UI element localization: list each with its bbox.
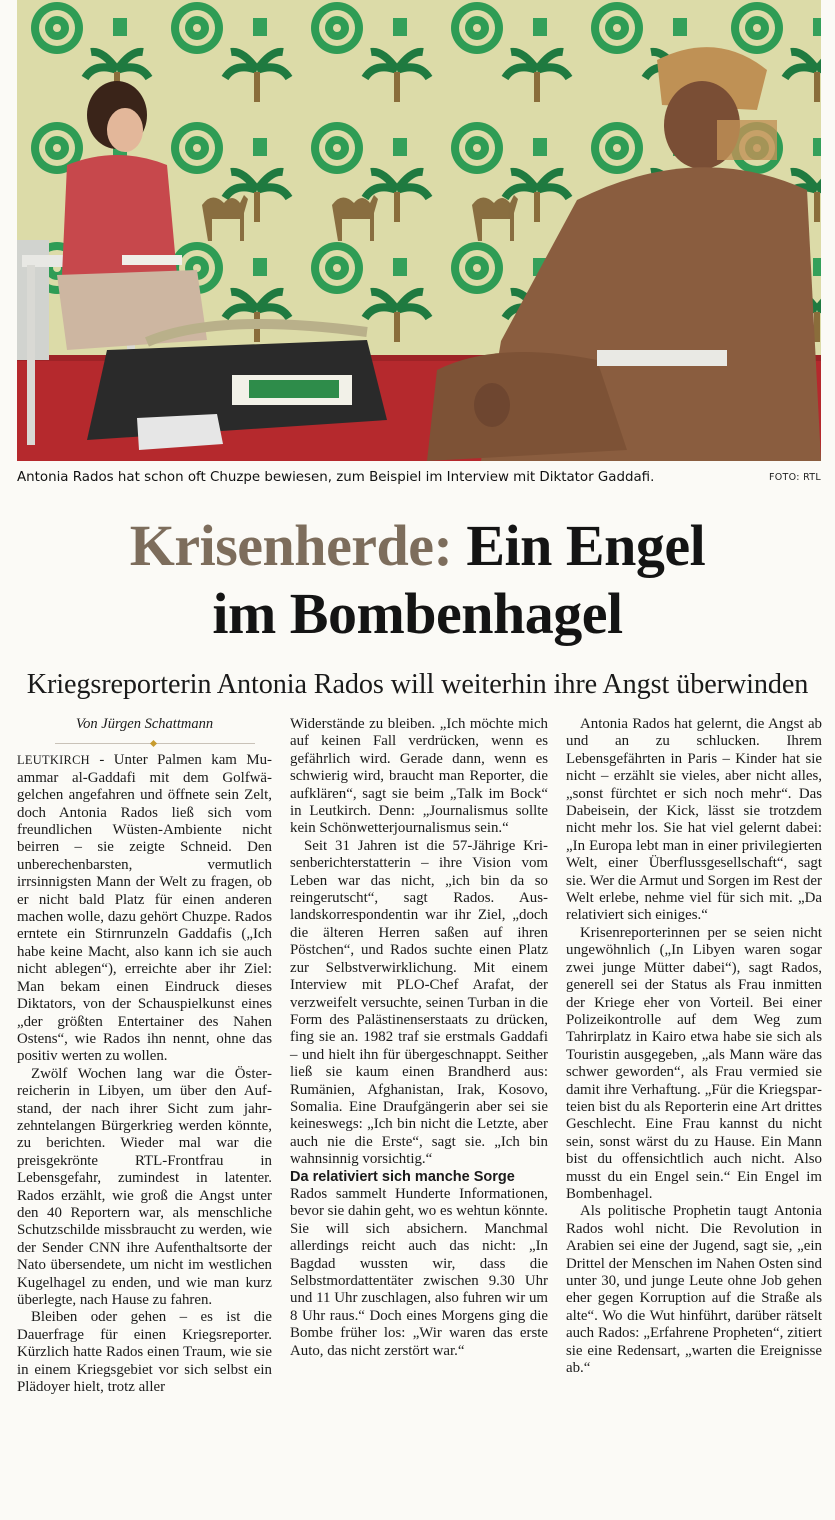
byline: Von Jürgen Schattmann [75,716,214,732]
headline-kicker: Krisenherde: [129,513,453,578]
byline-divider [55,743,255,744]
dateline: LEUTKIRCH [17,753,90,768]
photo-credit: FOTO: RTL [769,472,821,483]
inner-subhead: Da relativiert sich manche Sorge [290,1168,515,1185]
paragraph-6: Rados sammelt Hunderte Informationen, bevor sie dahin geht, wo es wehtun könnte. Sie will sich absichern. Manchmal allerdings reicht auch das nicht: „In Bagdad wussten wir, dass die Selbstmordattentäter zwischen 9.30 Uhr und 11 Uhr zuschlagen, also fuhren wir um 8 Uhr raus.“ Doch eines Morgens ging die Bombe früher los: „Wir waren das erste Auto, das nicht zerstört war.“ [290,1185,548,1359]
paragraph-1-text: - Unter Palmen kam Muammar al-Gaddafi mit dem Golfwägelchen angefahren und öffnete sein Zelt, doch Antonia Rados ließ sich vom freundlichen Wüsten-Ambiente nicht beirren – sie zeigte Schneid. Den unberechenbarsten, vermutlich irrsinnigsten Mann der Welt zu fragen, ob er nicht bald Platz für einen anderen machen wolle, dazu gehört Chuzpe. Rados erntete ein Stirnrunzeln Gaddafis („Ich habe keine Macht, also kann ich sie auch nicht ablegen“), erreichte aber ihr Ziel: Man bekam einen Eindruck dieses Diktators, von der Schauspielkunst eines „der größten Entertainer des Nahen Ostens“, wie Rados ihn nennt, ohne das positiv werten zu wollen. [17,752,272,1065]
paragraph-9: Als politische Prophetin taugt Antonia Rados wohl nicht. Die Revolution in Arabien sei eine der Jugend, sagt sie, „ein Drittel der Menschen im Nahen Osten sind unter 30, und junge Leute ohne Job gehen eher gegen Korruption auf die Straße als alte“. Wo die Wut hinführt, darüber rätselt auch Rados: „Erfahrene Propheten“, zitiert sie eine Redensart, „warten die Ereignisse ab.“ [566,1203,822,1377]
article-column-1 [17,716,272,1396]
paragraph-7: Antonia Rados hat gelernt, die Angst ab und an zu schlucken. Ihrem Lebensgefährten in Paris – Kinder hat sie nicht – erzählt sie vieles, aber nicht alles, „sonst fürchtet er sich noch mehr“. Das Dabeisein, der Kick, lässt sie trotzdem nicht mehr los. Sie hat viel gelernt dabei: „In Europa lebt man in einer privilegierten Welt, einer Überflussgesellschaft“, sagt sie. Wer die Armut und Sorgen im Rest der Welt erlebe, nehme viel für sich mit. „Da relativiert sich einiges.“ [566,716,822,924]
article-column-3 [566,716,822,1377]
paragraph-2: Zwölf Wochen lang war die Österreicherin in Libyen, um über den Aufstand, der nach ihrer Sicht zum jahrzehntelangen Bürgerkrieg werden könnte, zu berichten. Wieder mal war die preisgekrönte RTL-Frontfrau in Lebensgefahr, zumindest in latenter. Rados erzählt, wie groß die Angst unter den 40 Reportern war, als menschliche Schutzschilde missbraucht zu werden, wie der Sender CNN ihre Aufenthaltsorte der Nato übersendete, um nicht im westlichen Kugelhagel zu enden, und wie man kurz überlegte, nach Hause zu fahren. [17,1065,272,1308]
headline [0,512,835,648]
paragraph-5: Seit 31 Jahren ist die 57-Jährige Krisenberichterstatterin – ihre Vision vom Leben war das nicht, „ich bin da so reingerutscht“, sagt Rados. Auslandskorrespondentin war ihr Ziel, „doch die älteren Herren saßen auf ihren Pöstchen“, und Rados suchte einen Platz zur Selbstverwirklichung. Mit einem Interview mit PLO-Chef Arafat, der verzweifelt versuchte, seinen Turban in die Form des Palästinenserstaats zu drücken, fing sie an. 1982 traf sie erstmals Gaddafi – und hielt ihn für übergeschnappt. Seither ließ sie kaum einen Brandherd aus: Rumänien, Afghanistan, Irak, Kosovo, Somalia. Eine Draufgängerin aber sei sie keineswegs: „Ich bin nicht die Letzte, aber auch nie die Erste“, sagt sie. „Ich bin wahnsinnig vorsichtig.“ [290,837,548,1168]
headline-line1: Ein Engel [466,513,706,578]
headline-line2: im Bombenhagel [212,581,623,646]
photo-caption [17,470,821,488]
subheadline: Kriegsreporterin Antonia Rados will weiterhin ihre Angst überwinden [26,669,809,700]
article-photo [17,0,821,461]
paragraph-1 [17,752,272,1065]
paragraph-8: Krisenreporterinnen per se seien nicht ungewöhnlich („In Libyen waren sogar zwei junge Mütter dabei“), sagt Rados, generell sei der Status als Frau inmitten der Kriege eher von Vorteil. Bei einer Polizeikontrolle auf dem Weg zum Tahrirplatz in Kairo etwa habe sie sich als Touristin ausgegeben, „als Mann wäre das schwer geworden“, als Frau vermied sie damit ihre Verhaftung. „Für die Kriegsparteien bist du als Reporterin eine Art drittes Geschlecht. Eine Frau kannst du nicht sein, sonst wärst du zu Hause. Ein Mann bist du offensichtlich auch nicht. Also musst du ein Engel sein.“ Ein Engel im Bombenhagel. [566,924,822,1202]
article-column-2 [290,716,548,1360]
paragraph-4: Widerstände zu bleiben. „Ich möchte mich auf keinen Fall verdrücken, wenn es gefährlich wird. Gerade dann, wenn es schwierig wird, braucht man Reporter, die aufklären“, sagt sie beim „Talk im Bock“ in Leutkirch. Denn: „Journalismus sollte kein Schönwetterjournalismus sein.“ [290,716,548,837]
photo-illustration [17,0,821,461]
paragraph-3: Bleiben oder gehen – es ist die Dauerfrage für einen Kriegsreporter. Kürzlich hatte Rados einen Traum, wie sie in einem Kriegsgebiet vor sich selbst ein Plädoyer hielt, trotz aller [17,1309,272,1396]
caption-text: Antonia Rados hat schon oft Chuzpe bewiesen, zum Beispiel im Interview mit Diktator Gaddafi. [17,470,655,485]
